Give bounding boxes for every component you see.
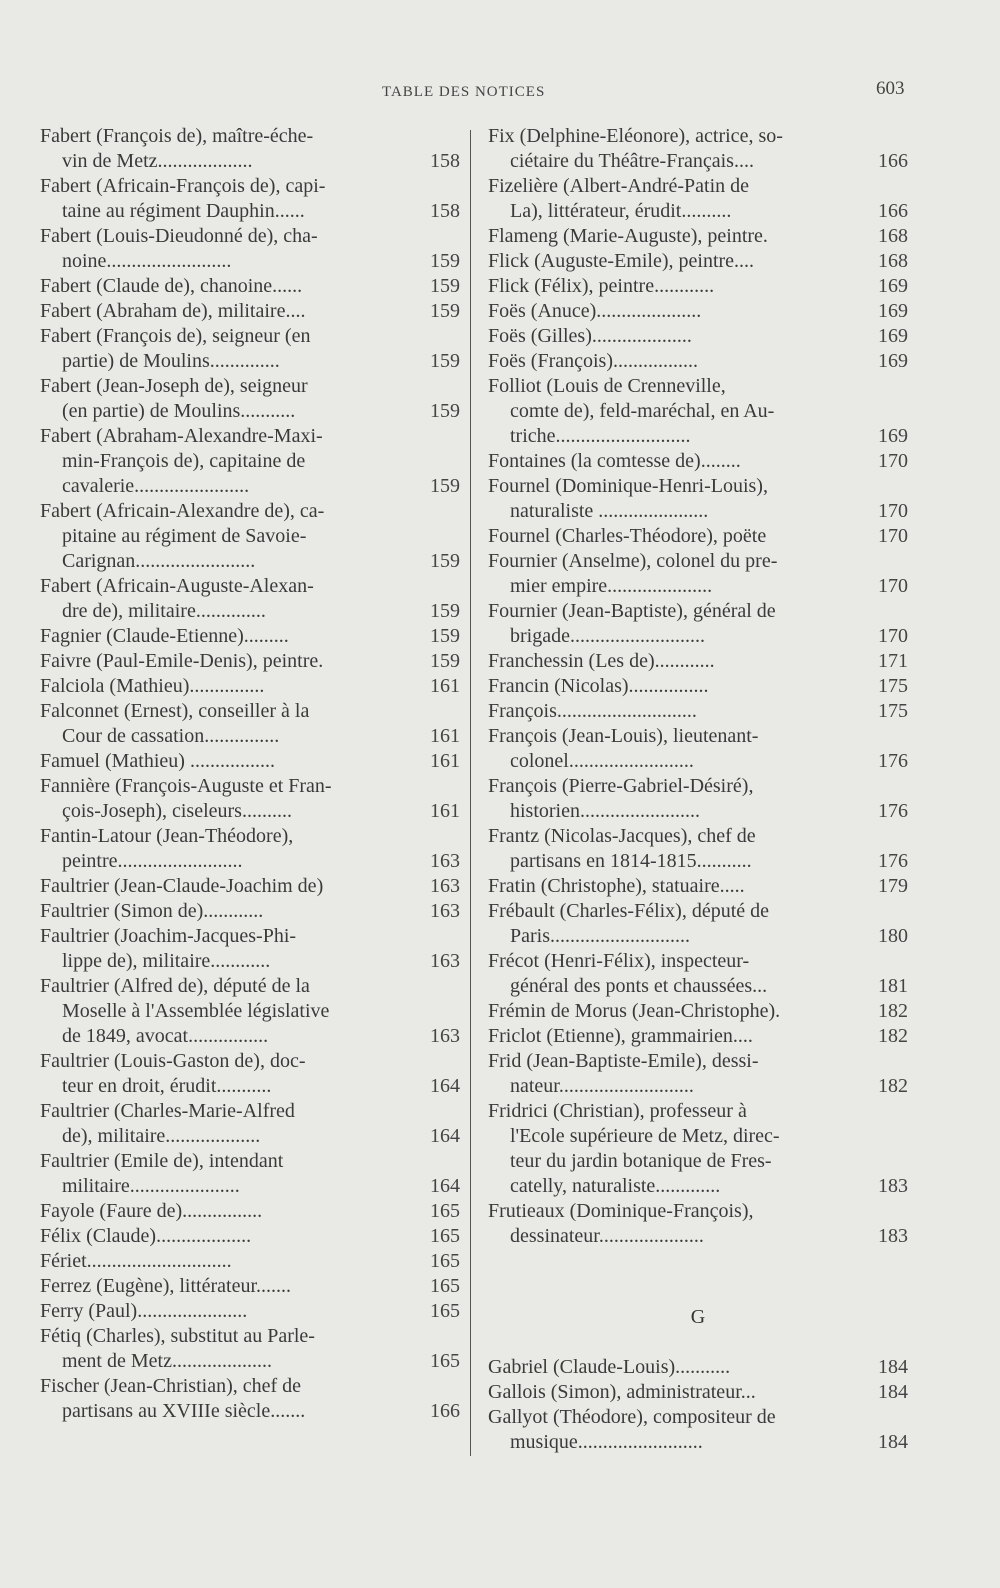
entry-page: 175 [878,675,908,697]
index-entry [40,124,460,174]
entry-text: Gallois (Simon), administrateur... [488,1381,756,1403]
entry-text: Gallyot (Théodore), compositeur de [488,1406,776,1428]
index-entry [40,1199,460,1224]
page-header [0,78,1000,108]
index-entry [488,374,908,449]
entry-text: Foës (Gilles).................... [488,325,692,347]
index-entry [40,874,460,899]
entry-page: 166 [878,200,908,222]
index-entry [40,974,460,1049]
entry-text: Frébault (Charles-Félix), député de [488,900,770,922]
index-entry [488,1024,908,1049]
entry-text: dessinateur..................... [510,1225,704,1247]
index-entry [488,649,908,674]
entry-text: pitaine au régiment de Savoie- [62,525,307,547]
entry-text: partie) de Moulins.............. [62,350,280,372]
entry-text: Fabert (Africain-Alexandre de), ca- [40,500,325,522]
entry-page: 183 [878,1175,908,1197]
entry-page: 170 [878,525,908,547]
entry-page: 168 [878,225,908,247]
entry-text: Frutieaux (Dominique-François), [488,1200,754,1222]
entry-text: Fabert (François de), maître-éche- [40,125,314,147]
index-entry [488,674,908,699]
index-entry [40,1299,460,1324]
entry-text: François (Jean-Louis), lieutenant- [488,725,759,747]
entry-page: 176 [878,750,908,772]
entry-text: de 1849, avocat................ [62,1025,269,1047]
entry-page: 166 [878,150,908,172]
entry-text: historien........................ [510,800,700,822]
entry-text: Paris............................ [510,925,690,947]
entry-text: Falciola (Mathieu)............... [40,675,265,697]
entry-text: Falconnet (Ernest), conseiller à la [40,700,310,722]
entry-page: 161 [430,800,460,822]
index-entry [40,374,460,424]
index-entry [488,949,908,999]
entry-page: 170 [878,625,908,647]
entry-text: Fabert (Louis-Dieudonné de), cha- [40,225,318,247]
index-entry [40,1049,460,1099]
index-entry [488,299,908,324]
index-entry [40,924,460,974]
entry-text: Ferrez (Eugène), littérateur....... [40,1275,291,1297]
index-entry [40,1099,460,1149]
entry-text: brigade........................... [510,625,705,647]
entry-text: Foës (Anuce)..................... [488,300,702,322]
entry-text: Carignan........................ [62,550,256,572]
entry-page: 159 [430,600,460,622]
index-entry [488,699,908,724]
index-entry [40,624,460,649]
index-entry [488,899,908,949]
entry-page: 161 [430,675,460,697]
entry-text: militaire...................... [62,1175,240,1197]
entry-text: teur en droit, érudit........... [62,1075,272,1097]
entry-text: colonel......................... [510,750,694,772]
entry-text: Faultrier (Alfred de), député de la [40,975,310,997]
entry-text: triche........................... [510,425,691,447]
entry-text: ciétaire du Théâtre-Français.... [510,150,754,172]
index-entry [40,1249,460,1274]
entry-page: 169 [878,425,908,447]
index-entry [40,1274,460,1299]
index-entry [488,1049,908,1099]
entry-text: Famuel (Mathieu) ................. [40,750,275,772]
entry-page: 176 [878,850,908,872]
index-entry [40,274,460,299]
entry-page: 163 [430,950,460,972]
entry-text: Fabert (Jean-Joseph de), seigneur [40,375,308,397]
entry-text: Frid (Jean-Baptiste-Emile), dessi- [488,1050,759,1072]
entry-text: Fabert (Claude de), chanoine...... [40,275,303,297]
entry-page: 165 [430,1225,460,1247]
entry-page: 163 [430,1025,460,1047]
index-entry [488,824,908,874]
entry-text: Faultrier (Emile de), intendant [40,1150,284,1172]
index-entry [40,1374,460,1424]
entry-page: 163 [430,850,460,872]
index-entry [488,1099,908,1199]
entry-text: de), militaire................... [62,1125,261,1147]
entry-page: 170 [878,450,908,472]
entry-text: Frantz (Nicolas-Jacques), chef de [488,825,756,847]
index-entry [40,824,460,874]
entry-page: 170 [878,575,908,597]
entry-text: Flameng (Marie-Auguste), peintre. [488,225,768,247]
entry-text: Faultrier (Charles-Marie-Alfred [40,1100,295,1122]
entry-text: teur du jardin botanique de Fres- [510,1150,772,1172]
index-entry [40,224,460,274]
entry-text: Fabert (François de), seigneur (en [40,325,311,347]
entry-page: 159 [430,650,460,672]
entry-text: Fizelière (Albert-André-Patin de [488,175,750,197]
entry-text: Fournel (Charles-Théodore), poëte [488,525,767,547]
entry-text: comte de), feld-maréchal, en Au- [510,400,775,422]
entry-text: çois-Joseph), ciseleurs.......... [62,800,292,822]
entry-text: François (Pierre-Gabriel-Désiré), [488,775,754,797]
entry-page: 169 [878,275,908,297]
entry-text: Fantin-Latour (Jean-Théodore), [40,825,294,847]
entry-page: 184 [878,1381,908,1403]
entry-text: Frécot (Henri-Félix), inspecteur- [488,950,750,972]
entry-text: Fagnier (Claude-Etienne)......... [40,625,289,647]
entry-page: 165 [430,1350,460,1372]
column-divider [470,130,471,1456]
page-number: 603 [876,78,905,99]
entry-page: 181 [878,975,908,997]
index-entry [488,449,908,474]
entry-text: Fabert (Africain-Auguste-Alexan- [40,575,314,597]
entry-text: lippe de), militaire............ [62,950,271,972]
entry-page: 163 [430,875,460,897]
entry-text: La), littérateur, érudit.......... [510,200,732,222]
entry-text: partisans au XVIIIe siècle....... [62,1400,306,1422]
entry-page: 164 [430,1175,460,1197]
entry-text: catelly, naturaliste............. [510,1175,721,1197]
entry-page: 182 [878,1075,908,1097]
index-entry [40,1149,460,1199]
entry-text: peintre......................... [62,850,243,872]
index-entry [40,774,460,824]
index-entry [488,599,908,649]
index-entry [40,749,460,774]
entry-text: Fratin (Christophe), statuaire..... [488,875,745,897]
index-entry [488,349,908,374]
entry-text: Flick (Auguste-Emile), peintre.... [488,250,755,272]
entry-page: 169 [878,325,908,347]
entry-page: 180 [878,925,908,947]
index-entry [488,1355,908,1380]
entry-page: 163 [430,900,460,922]
index-entry [488,999,908,1024]
index-entry [488,324,908,349]
entry-text: Fannière (François-Auguste et Fran- [40,775,332,797]
entry-text: Foës (François)................. [488,350,698,372]
entry-page: 168 [878,250,908,272]
entry-text: Faultrier (Simon de)............ [40,900,264,922]
index-entry [40,499,460,574]
index-entry [40,899,460,924]
entry-page: 169 [878,300,908,322]
entry-text: François............................ [488,700,697,722]
entry-text: noine......................... [62,250,232,272]
entry-text: Faultrier (Joachim-Jacques-Phi- [40,925,297,947]
index-entry [488,549,908,599]
index-entry [488,274,908,299]
entry-page: 169 [878,350,908,372]
entry-page: 158 [430,150,460,172]
index-entry [40,699,460,749]
index-entry [40,299,460,324]
entry-text: Fétiq (Charles), substitut au Parle- [40,1325,315,1347]
entry-page: 182 [878,1025,908,1047]
entry-page: 159 [430,275,460,297]
entry-text: Moselle à l'Assemblée législative [62,1000,330,1022]
entry-text: partisans en 1814-1815........... [510,850,752,872]
entry-text: Fournel (Dominique-Henri-Louis), [488,475,768,497]
entry-text: Fériet............................. [40,1250,232,1272]
entry-page: 179 [878,875,908,897]
index-entry [488,474,908,524]
entry-text: Fabert (Africain-François de), capi- [40,175,326,197]
entry-text: nateur........................... [510,1075,694,1097]
entry-page: 159 [430,400,460,422]
right-column [488,124,908,1455]
index-entry [488,174,908,224]
entry-page: 159 [430,475,460,497]
entry-text: Gabriel (Claude-Louis)........... [488,1356,731,1378]
entry-text: min-François de), capitaine de [62,450,306,472]
entry-text: Fabert (Abraham-Alexandre-Maxi- [40,425,323,447]
entry-page: 166 [430,1400,460,1422]
index-entry [488,874,908,899]
entry-text: Fournier (Anselme), colonel du pre- [488,550,778,572]
index-entry [40,1324,460,1374]
entry-text: Faultrier (Jean-Claude-Joachim de) [40,875,324,897]
entry-page: 176 [878,800,908,822]
entry-text: Fournier (Jean-Baptiste), général de [488,600,776,622]
section-letter: G [690,1306,706,1328]
entry-text: l'Ecole supérieure de Metz, direc- [510,1125,780,1147]
entry-page: 175 [878,700,908,722]
index-entry [488,224,908,249]
entry-page: 161 [430,750,460,772]
index-entry [40,649,460,674]
entry-text: taine au régiment Dauphin...... [62,200,305,222]
entry-text: Fischer (Jean-Christian), chef de [40,1375,302,1397]
index-entry [40,1224,460,1249]
entry-page: 165 [430,1275,460,1297]
index-entry [488,774,908,824]
entry-page: 182 [878,1000,908,1022]
index-entry [40,324,460,374]
entry-text: dre de), militaire.............. [62,600,266,622]
entry-text: Flick (Félix), peintre............ [488,275,715,297]
entry-page: 164 [430,1125,460,1147]
entry-page: 184 [878,1431,908,1453]
index-entry [40,574,460,624]
entry-page: 184 [878,1356,908,1378]
entry-text: Fridrici (Christian), professeur à [488,1100,747,1122]
entry-text: cavalerie....................... [62,475,250,497]
entry-text: Fontaines (la comtesse de)........ [488,450,741,472]
index-entry [488,1380,908,1405]
entry-page: 165 [430,1200,460,1222]
entry-text: Fayole (Faure de)................ [40,1200,263,1222]
index-entry [488,124,908,174]
entry-text: Ferry (Paul)...................... [40,1300,248,1322]
entry-text: mier empire..................... [510,575,713,597]
entry-text: Faivre (Paul-Emile-Denis), peintre. [40,650,324,672]
entry-page: 159 [430,625,460,647]
entry-page: 165 [430,1250,460,1272]
entry-page: 159 [430,300,460,322]
entry-text: Cour de cassation............... [62,725,280,747]
entry-text: Félix (Claude)................... [40,1225,252,1247]
entry-text: Folliot (Louis de Crenneville, [488,375,726,397]
entry-text: Frémin de Morus (Jean-Christophe). [488,1000,781,1022]
entry-page: 159 [430,550,460,572]
entry-text: naturaliste ...................... [510,500,709,522]
index-entry [488,524,908,549]
entry-text: Fix (Delphine-Eléonore), actrice, so- [488,125,783,147]
entry-text: Francin (Nicolas)................ [488,675,709,697]
entry-page: 170 [878,500,908,522]
entry-page: 158 [430,200,460,222]
entry-page: 183 [878,1225,908,1247]
index-entry [40,424,460,499]
index-entry [488,724,908,774]
index-entry [488,1405,908,1455]
entry-page: 164 [430,1075,460,1097]
left-column [40,124,460,1424]
entry-text: général des ponts et chaussées... [510,975,768,997]
entry-text: ment de Metz.................... [62,1350,272,1372]
index-entry [40,674,460,699]
index-entry [488,249,908,274]
entry-page: 171 [878,650,908,672]
entry-page: 159 [430,350,460,372]
running-title: TABLE DES NOTICES [382,84,546,100]
entry-text: Fabert (Abraham de), militaire.... [40,300,306,322]
index-entry [40,174,460,224]
entry-text: vin de Metz................... [62,150,253,172]
entry-page: 161 [430,725,460,747]
entry-text: Friclot (Etienne), grammairien.... [488,1025,753,1047]
entry-page: 165 [430,1300,460,1322]
index-entry [488,1199,908,1249]
entry-text: Franchessin (Les de)............ [488,650,715,672]
entry-text: musique......................... [510,1431,703,1453]
entry-page: 159 [430,250,460,272]
entry-text: Faultrier (Louis-Gaston de), doc- [40,1050,306,1072]
entry-text: (en partie) de Moulins........... [62,400,296,422]
